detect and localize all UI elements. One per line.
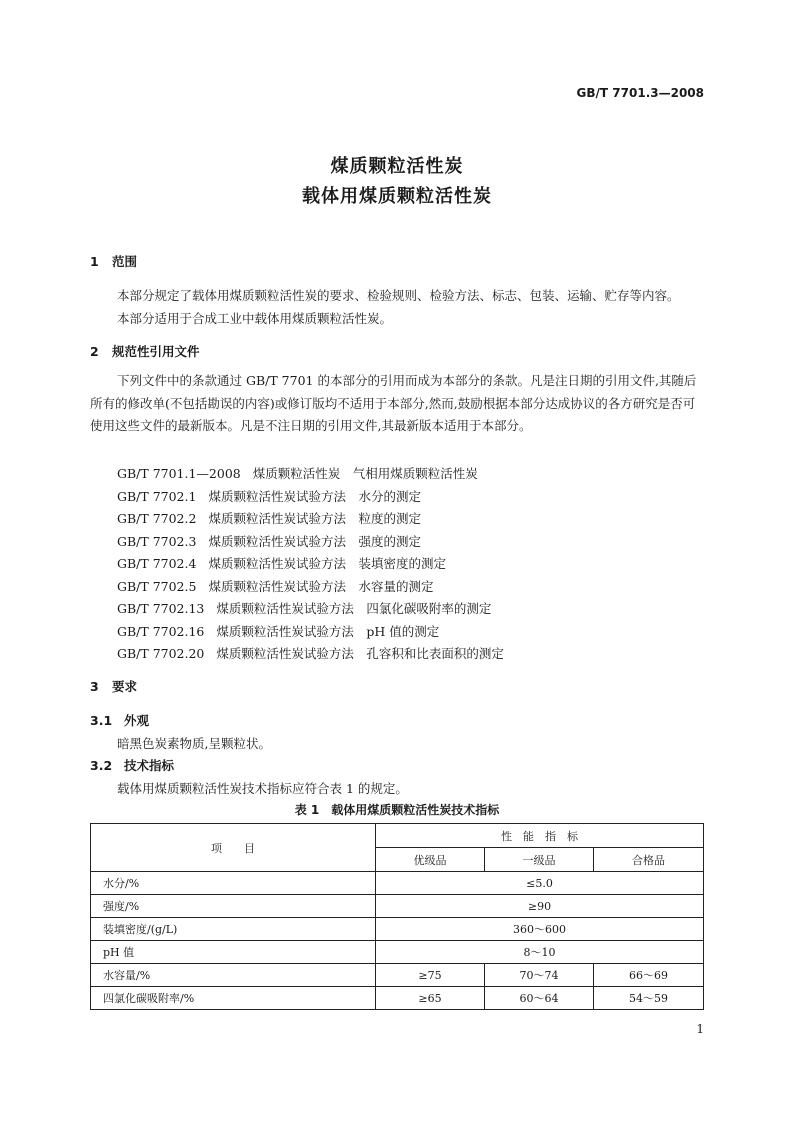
section-1-heading — [90, 252, 137, 270]
table-row — [91, 918, 704, 941]
section-3-1-text: 暗黑色炭素物质,呈颗粒状。 — [117, 736, 271, 751]
table-cell-value: 8～10 — [376, 941, 704, 964]
reference-title: 煤质颗粒活性炭 气相用煤质颗粒活性炭 — [252, 466, 478, 481]
table-cell-item: 水容量/% — [91, 964, 376, 987]
section-3-1-heading — [90, 711, 149, 729]
section-title: 要求 — [112, 679, 138, 694]
reference-title: 煤质颗粒活性炭试验方法 装填密度的测定 — [208, 556, 446, 571]
reference-item — [117, 464, 478, 482]
table-head-grade: 一级品 — [485, 848, 594, 872]
spec-table — [90, 823, 704, 1010]
reference-code: GB/T 7702.13 — [117, 601, 205, 616]
section-3-heading — [90, 677, 137, 695]
reference-code: GB/T 7702.2 — [117, 511, 197, 526]
document-subtitle: 载体用煤质颗粒活性炭 — [302, 186, 492, 207]
section-1-paragraph: 本部分适用于合成工业中载体用煤质颗粒活性炭。 — [117, 311, 393, 326]
table-head-grade: 合格品 — [594, 848, 704, 872]
document-title: 煤质颗粒活性炭 — [330, 156, 464, 177]
table-cell-value: 66～69 — [594, 964, 704, 987]
reference-code: GB/T 7701.1—2008 — [117, 466, 241, 481]
reference-item — [117, 487, 421, 505]
section-number: 3 — [90, 679, 99, 694]
reference-code: GB/T 7702.3 — [117, 533, 197, 549]
reference-title: 煤质颗粒活性炭试验方法 四氯化碳吸附率的测定 — [216, 601, 492, 616]
table-cell-value: ≥65 — [376, 987, 485, 1010]
table-cell-value: ≥75 — [376, 964, 485, 987]
reference-code: GB/T 7702.4 — [117, 556, 197, 571]
reference-item — [117, 577, 433, 595]
section-number: 2 — [90, 344, 99, 359]
table-row — [91, 895, 704, 918]
reference-item — [117, 509, 421, 527]
table-cell-value: 70～74 — [485, 964, 594, 987]
section-1-paragraph: 本部分规定了载体用煤质颗粒活性炭的要求、检验规则、检验方法、标志、包装、运输、贮存等内容。 — [117, 288, 680, 303]
section-number: 1 — [90, 254, 99, 269]
section-2-heading — [90, 342, 200, 360]
table-cell-value: ≥90 — [376, 895, 704, 918]
table-cell-value: ≤5.0 — [376, 872, 704, 895]
section-3-2-heading — [90, 756, 174, 774]
section-title: 外观 — [124, 713, 150, 728]
reference-item — [117, 554, 446, 572]
table-cell-item: 强度/% — [91, 895, 376, 918]
table-cell-value: 54～59 — [594, 987, 704, 1010]
standard-number: GB/T 7701.3—2008 — [576, 86, 704, 100]
reference-title: 煤质颗粒活性炭试验方法 强度的测定 — [208, 533, 421, 549]
reference-title: 煤质颗粒活性炭试验方法 水容量的测定 — [208, 578, 434, 594]
table-head-item: 项 目 — [91, 824, 376, 872]
reference-item — [117, 599, 491, 617]
table-row — [91, 941, 704, 964]
table-head-grade: 优级品 — [376, 848, 485, 872]
table-cell-item: 四氯化碳吸附率/% — [91, 987, 376, 1010]
reference-title: 煤质颗粒活性炭试验方法 水分的测定 — [208, 488, 421, 504]
reference-title: 煤质颗粒活性炭试验方法 粒度的测定 — [208, 511, 421, 526]
section-title: 范围 — [112, 254, 138, 269]
reference-title: 煤质颗粒活性炭试验方法 pH 值的测定 — [216, 623, 440, 639]
table-cell-item: 水分/% — [91, 872, 376, 895]
table-caption: 表 1 载体用煤质颗粒活性炭技术指标 — [294, 803, 500, 817]
section-title: 技术指标 — [124, 758, 175, 773]
reference-code: GB/T 7702.5 — [117, 578, 197, 594]
table-cell-value: 360～600 — [376, 918, 704, 941]
reference-item — [117, 644, 504, 662]
reference-item — [117, 532, 421, 550]
page-number: 1 — [696, 1022, 704, 1036]
table-row — [91, 964, 704, 987]
table-cell-value: 60～64 — [485, 987, 594, 1010]
reference-code: GB/T 7702.1 — [117, 488, 197, 504]
section-2-intro: 下列文件中的条款通过 GB/T 7701 的本部分的引用而成为本部分的条款。凡是注日期的引用文件,其随后所有的修改单(不包括勘误的内容)或修订版均不适用于本部分,然而,鼓励根据本部分达成协议的各方研究是否可使用这些文件的最新版本。凡是不注日期的引用文件,其最新版本适用于本部分。 — [90, 373, 697, 433]
section-number: 3.1 — [90, 713, 113, 728]
section-title: 规范性引用文件 — [112, 344, 200, 359]
reference-code: GB/T 7702.20 — [117, 646, 205, 661]
table-cell-item: 装填密度/(g/L) — [91, 918, 376, 941]
section-3-2-text: 载体用煤质颗粒活性炭技术指标应符合表 1 的规定。 — [117, 781, 408, 796]
reference-item — [117, 622, 439, 640]
reference-title: 煤质颗粒活性炭试验方法 孔容积和比表面积的测定 — [216, 646, 504, 661]
reference-code: GB/T 7702.16 — [117, 623, 205, 639]
section-number: 3.2 — [90, 758, 113, 773]
table-cell-item: pH 值 — [91, 941, 376, 964]
table-row — [91, 987, 704, 1010]
table-head-performance: 性 能 指 标 — [376, 824, 704, 848]
table-row — [91, 872, 704, 895]
